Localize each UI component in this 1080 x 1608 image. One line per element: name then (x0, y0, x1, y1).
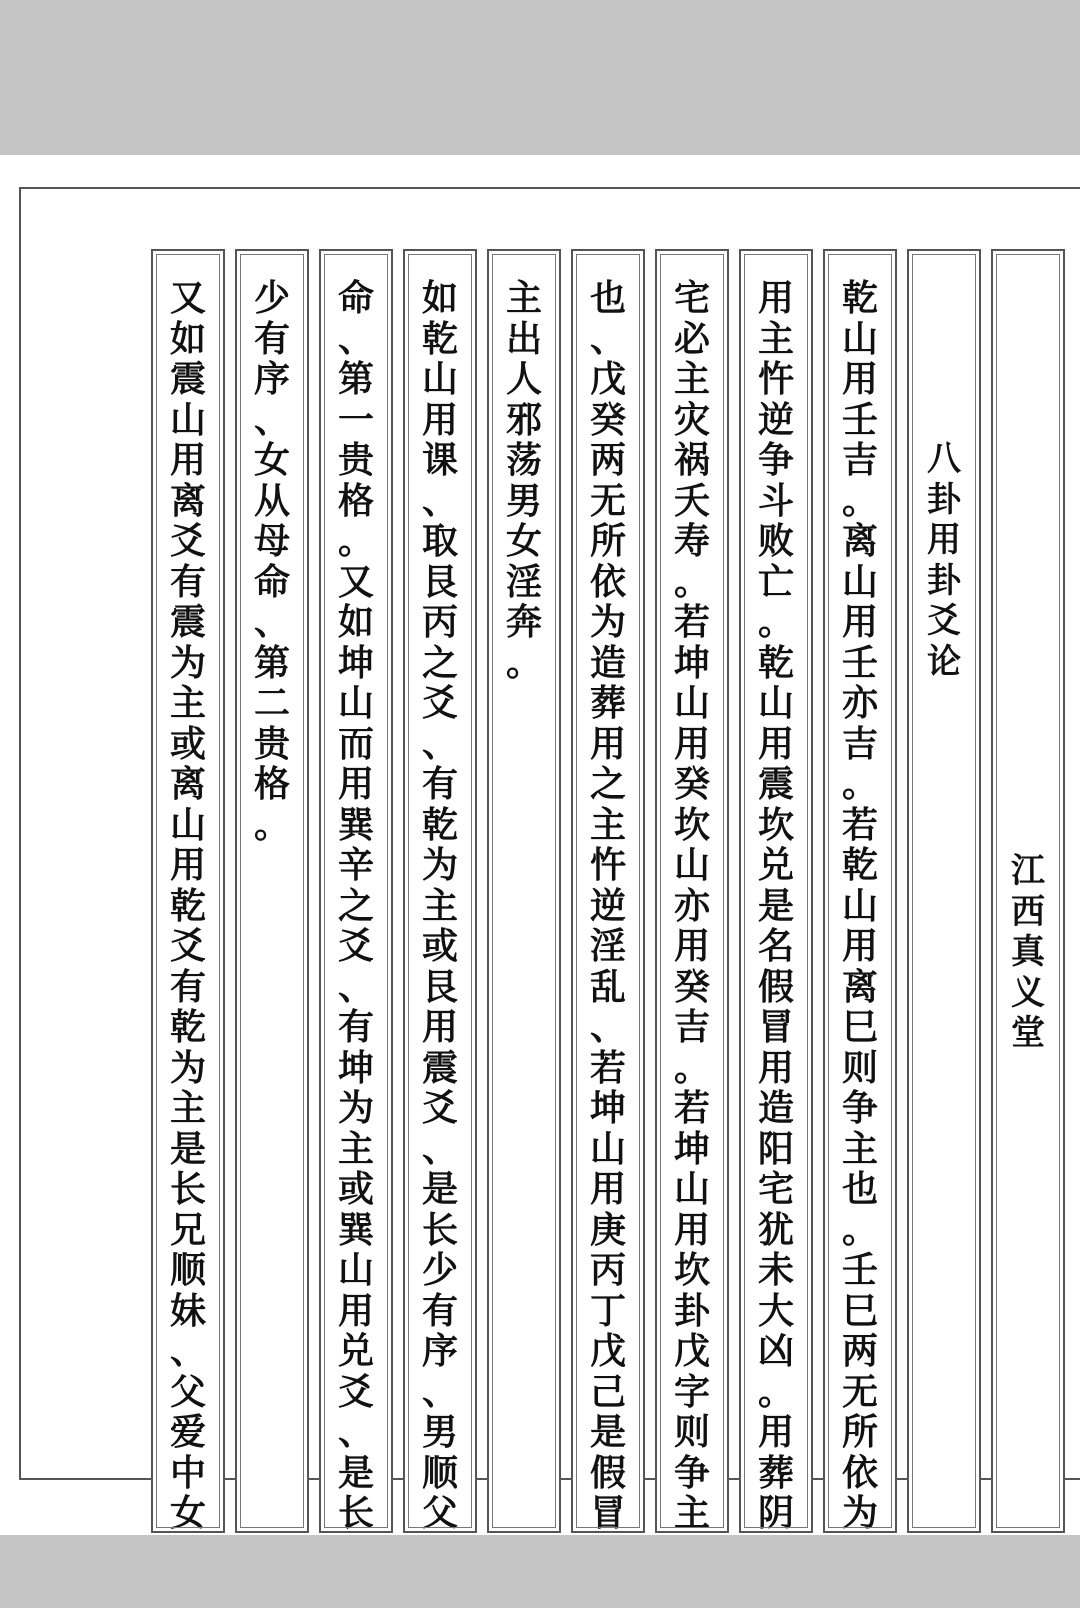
column-text: 少 有 序 、 女 从 母 命 、 第 二 贵 格 。 (253, 278, 290, 846)
page-frame (19, 187, 1080, 1533)
text-column-6 (403, 249, 477, 1533)
text-column-3 (655, 249, 729, 1533)
text-column-2 (739, 249, 813, 1533)
column-text: 命 、 第 一 贵 格 。 又 如 坤 山 而 用 巽 辛 之 爻 、 有 坤 为 主 或 巽 山 用 兑 爻 、 是 长 (337, 278, 374, 1533)
text-column-7 (319, 249, 393, 1533)
column-text: 用 主 忤 逆 争 斗 败 亡 。 乾 山 用 震 坎 兑 是 名 假 冒 用 造 阳 宅 犹 未 大 凶 。 用 葬 阴 (757, 278, 794, 1533)
column-text: 乾 山 用 壬 吉 。 离 山 用 壬 亦 吉 。 若 乾 山 用 离 巳 则 争 主 也 。 壬 巳 两 无 所 依 为 (841, 278, 878, 1533)
text-column-5 (487, 249, 561, 1533)
scanned-page (0, 155, 1080, 1535)
column-text: 主 出 人 邪 荡 男 女 淫 奔 。 (505, 278, 542, 684)
text-column-9 (151, 249, 225, 1533)
column-text: 如 乾 山 用 课 、 取 艮 丙 之 爻 、 有 乾 为 主 或 艮 用 震 爻 、 是 长 少 有 序 、 男 顺 父 (421, 278, 458, 1533)
chapter-title-column (907, 249, 981, 1533)
publisher-column (991, 249, 1065, 1533)
chapter-title: 八 卦 用 卦 爻 论 (927, 439, 961, 682)
column-text: 宅 必 主 灾 祸 夭 寿 。 若 坤 山 用 癸 坎 山 亦 用 癸 吉 。 若 坤 山 用 坎 卦 戊 字 则 争 主 (673, 278, 710, 1533)
publisher-name: 江 西 真 义 堂 (1011, 851, 1045, 1053)
text-column-1 (823, 249, 897, 1533)
column-text: 也 、 戊 癸 两 无 所 依 为 造 葬 用 之 主 忤 逆 淫 乱 、 若 坤 山 用 庚 丙 丁 戊 己 是 假 冒 (589, 278, 626, 1533)
column-text: 又 如 震 山 用 离 爻 有 震 为 主 或 离 山 用 乾 爻 有 乾 为 主 是 长 兄 顺 妹 、 父 爱 中 女 (169, 278, 206, 1533)
text-column-8 (235, 249, 309, 1533)
text-column-4 (571, 249, 645, 1533)
